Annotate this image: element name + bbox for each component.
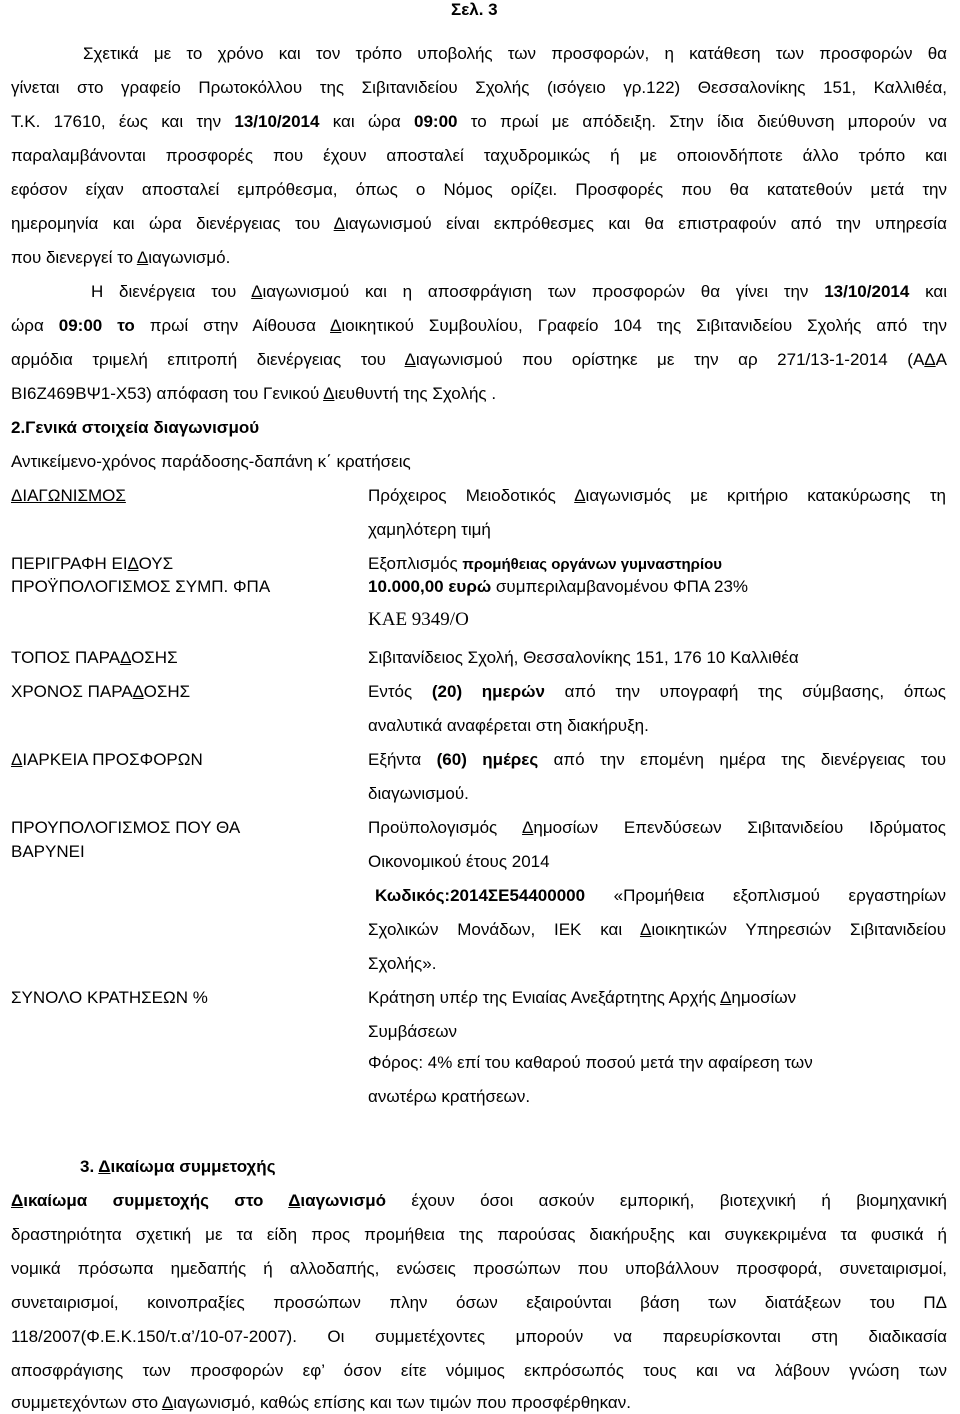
page-number: Σελ. 3 (451, 0, 498, 19)
intro-line-7: που διενεργεί το Διαγωνισμό. (11, 248, 231, 267)
value-topos: Σιβιτανίδειος Σχολή, Θεσσαλονίκης 151, 176 10 Καλλιθέα (368, 648, 799, 667)
intro-line-2: γίνεται στο γραφείο Πρωτοκόλλου της Σιβιτανιδείου Σχολής (ισόγειο γρ.122) Θεσσαλονίκης 151, Καλλιθέα, (11, 78, 947, 97)
value-varynei-1: Προϋπολογισμός Δημοσίων Επενδύσεων Σιβιτανιδείου Ιδρύματος (368, 818, 946, 837)
label-varynei-1: ΠΡΟΥΠΟΛΟΓΙΣΜΟΣ ΠΟΥ ΘΑ (11, 818, 241, 837)
value-kae: ΚΑΕ 9349/Ο (368, 609, 469, 630)
value-varynei-2: Οικονομικού έτους 2014 (368, 852, 550, 871)
value-diarkeia-2: διαγωνισμού. (368, 784, 469, 803)
intro-line-1: Σχετικά με το χρόνο και τον τρόπο υποβολής των προσφορών, η κατάθεση των προσφορών θα (83, 44, 947, 63)
intro-line-4: παραλαμβάνονται προσφορές που έχουν αποσταλεί ταχυδρομικώς ή με οποιονδήποτε άλλο τρόπο και (11, 146, 947, 165)
procedure-line-2: ώρα 09:00 το πρωί στην Αίθουσα Διοικητικού Συμβουλίου, Γραφείο 104 της Σιβιτανιδείου Σχολής από την (11, 316, 948, 335)
section-3-line-3: νομικά πρόσωπα ημεδαπής ή αλλοδαπής, ενώσεις προσώπων που υποβάλλουν προσφορά, συνεταιρισμοί, (11, 1259, 947, 1278)
value-kratiseis-3: Φόρος: 4% επί του καθαρού ποσού μετά την αφαίρεση των (368, 1053, 813, 1072)
value-kratiseis-2: Συμβάσεων (368, 1022, 458, 1041)
label-xronos: ΧΡΟΝΟΣ ΠΑΡΑΔΟΣΗΣ (11, 682, 191, 701)
value-xronos-2: αναλυτικά αναφέρεται στη διακήρυξη. (368, 716, 649, 735)
intro-line-5: εφόσον είχαν αποσταλεί εμπρόθεσμα, όπως ο Νόμος ορίζει. Προσφορές που θα κατατεθούν μετά την (11, 180, 947, 199)
label-perigrafi: ΠΕΡΙΓΡΑΦΗ ΕΙΔΟΥΣ (11, 554, 174, 573)
value-proypologismos: 10.000,00 ευρώ συμπεριλαμβανομένου ΦΠΑ 23% (368, 577, 749, 596)
section-3-line-7: συμμετεχόντων στο Διαγωνισμό, καθώς επίσης και των τιμών που προσφέρθηκαν. (11, 1393, 631, 1412)
value-varynei-3: Κωδικός:2014ΣΕ54400000 «Προμήθεια εξοπλισμού εργαστηρίων (375, 886, 946, 905)
section-3-line-2: δραστηριότητα σχετική με τα είδη προς προμήθεια της παρούσας διακήρυξης και συγκεκριμένα τα φυσικά ή (11, 1225, 947, 1244)
value-perigrafi: Εξοπλισμός προμήθειας οργάνων γυμναστηρίου (368, 554, 723, 573)
procedure-line-4: ΒΙ6Ζ469ΒΨ1-Χ53) απόφαση του Γενικού Διευθυντή της Σχολής . (11, 384, 497, 403)
intro-line-3: Τ.Κ. 17610, έως και την 13/10/2014 και ώρα 09:00 το πρωί με απόδειξη. Στην ίδια διεύθυνση μπορούν να (11, 112, 947, 131)
value-diagonismos-2: χαμηλότερη τιμή (368, 520, 491, 539)
label-kratiseis: ΣΥΝΟΛΟ ΚΡΑΤΗΣΕΩΝ % (11, 988, 208, 1007)
section-3-line-6: αποσφράγισης των προσφορών εφ’ όσον είτε νόμιμος εκπρόσωπός τους και να λάβουν γνώση των (11, 1361, 947, 1380)
section-2-heading: 2.Γενικά στοιχεία διαγωνισμού (11, 418, 260, 437)
label-proypologismos: ΠΡΟΫΠΟΛΟΓΙΣΜΟΣ ΣΥΜΠ. ΦΠΑ (11, 577, 271, 596)
label-topos: ΤΟΠΟΣ ΠΑΡΑΔΟΣΗΣ (11, 648, 178, 667)
value-diagonismos-1: Πρόχειρος Μειοδοτικός Διαγωνισμός με κριτήριο κατακύρωσης τη (368, 486, 946, 505)
section-3-line-5: 118/2007(Φ.Ε.Κ.150/τ.α’/10-07-2007). Οι συμμετέχοντες μπορούν να παρευρίσκονται στη διαδικασία (11, 1327, 947, 1346)
label-varynei-2: ΒΑΡΥΝΕΙ (11, 842, 85, 861)
label-diarkeia: ΔΙΑΡΚΕΙΑ ΠΡΟΣΦΟΡΩΝ (11, 750, 203, 769)
procedure-line-3: αρμόδια τριμελή επιτροπή διενέργειας του Διαγωνισμού που ορίστηκε με την αρ 271/13-1-2014 (ΑΔΑ (11, 350, 947, 369)
section-3-line-4: συνεταιρισμοί, κοινοπραξίες προσώπων πλην όσων εξαιρούνται βάση των διατάξεων του ΠΔ (11, 1293, 947, 1312)
section-3-line-1: Δικαίωμα συμμετοχής στο Διαγωνισμό έχουν όσοι ασκούν εμπορική, βιοτεχνική ή βιομηχανική (11, 1191, 947, 1210)
intro-line-6: ημερομηνία και ώρα διενέργειας του Διαγωνισμού είναι εκπρόθεσμες και θα επιστραφούν από την υπηρεσία (11, 214, 948, 233)
section-2-subheading: Αντικείμενο-χρόνος παράδοσης-δαπάνη κ΄ κρατήσεις (11, 452, 411, 471)
procedure-line-1: Η διενέργεια του Διαγωνισμού και η αποσφράγιση των προσφορών θα γίνει την 13/10/2014 και (91, 282, 947, 301)
value-xronos-1: Εντός (20) ημερών από την υπογραφή της σύμβασης, όπως (368, 682, 946, 701)
section-3-heading: 3. Δικαίωμα συμμετοχής (80, 1157, 276, 1176)
label-diagonismos: ΔΙΑΓΩΝΙΣΜΟΣ (11, 486, 126, 505)
value-kratiseis-4: ανωτέρω κρατήσεων. (368, 1087, 531, 1106)
value-varynei-5: Σχολής». (368, 954, 437, 973)
value-varynei-4: Σχολικών Μονάδων, ΙΕΚ και Διοικητικών Υπηρεσιών Σιβιτανιδείου (368, 920, 946, 939)
value-kratiseis-1: Κράτηση υπέρ της Ενιαίας Ανεξάρτητης Αρχής Δημοσίων (368, 988, 797, 1007)
value-diarkeia-1: Εξήντα (60) ημέρες από την επομένη ημέρα της διενέργειας του (368, 750, 947, 769)
